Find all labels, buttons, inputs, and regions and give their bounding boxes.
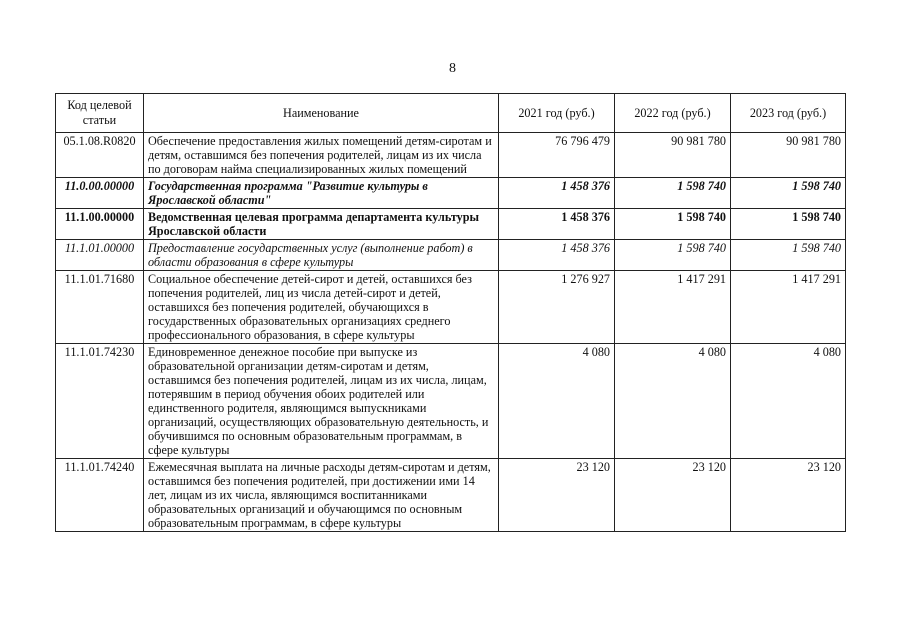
row-value-2021: 1 458 376 (499, 209, 615, 240)
header-year-2023: 2023 год (руб.) (731, 94, 846, 133)
row-code: 11.1.00.00000 (56, 209, 144, 240)
row-name: Ведомственная целевая программа департамента культуры Ярославской области (144, 209, 499, 240)
row-value-2022: 1 598 740 (615, 209, 731, 240)
row-code: 05.1.08.R0820 (56, 133, 144, 178)
row-name: Социальное обеспечение детей-сирот и детей, оставшихся без попечения родителей, лиц из числа детей-сирот и детей, оставшихся без попечения родителей, обучающихся в государственных образовательных организациях среднего профессионального образования, в сфере культуры (144, 271, 499, 344)
row-value-2022: 90 981 780 (615, 133, 731, 178)
row-value-2022: 1 598 740 (615, 240, 731, 271)
row-code: 11.1.01.00000 (56, 240, 144, 271)
row-name: Государственная программа "Развитие культуры в Ярославской области" (144, 178, 499, 209)
row-value-2023: 23 120 (731, 459, 846, 532)
row-value-2021: 1 458 376 (499, 240, 615, 271)
row-code: 11.1.01.71680 (56, 271, 144, 344)
row-value-2021: 23 120 (499, 459, 615, 532)
row-value-2022: 1 598 740 (615, 178, 731, 209)
row-code: 11.1.01.74240 (56, 459, 144, 532)
row-name: Предоставление государственных услуг (выполнение работ) в области образования в сфере культуры (144, 240, 499, 271)
row-name: Ежемесячная выплата на личные расходы детям-сиротам и детям, оставшимся без попечения родителей, при достижении ими 14 лет, лицам из их числа, являющимся воспитанниками образовательных организаций и обучающимся по основным образовательным программам, в сфере культуры (144, 459, 499, 532)
row-value-2021: 76 796 479 (499, 133, 615, 178)
row-value-2021: 1 276 927 (499, 271, 615, 344)
page-number: 8 (449, 61, 456, 76)
header-code: Код целевой статьи (56, 94, 144, 133)
row-value-2023: 1 598 740 (731, 209, 846, 240)
row-value-2022: 1 417 291 (615, 271, 731, 344)
row-value-2021: 4 080 (499, 344, 615, 459)
table-row (56, 344, 846, 459)
table-row (56, 240, 846, 271)
row-name: Обеспечение предоставления жилых помещений детям-сиротам и детям, оставшимся без попечения родителей, лицам из их числа по договорам найма специализированных жилых помещений (144, 133, 499, 178)
row-value-2022: 23 120 (615, 459, 731, 532)
row-value-2023: 90 981 780 (731, 133, 846, 178)
header-year-2022: 2022 год (руб.) (615, 94, 731, 133)
row-value-2023: 1 598 740 (731, 178, 846, 209)
row-value-2023: 1 598 740 (731, 240, 846, 271)
row-code: 11.1.01.74230 (56, 344, 144, 459)
table-row (56, 271, 846, 344)
table-header-row (56, 94, 846, 133)
row-value-2023: 1 417 291 (731, 271, 846, 344)
table-row (56, 178, 846, 209)
table-row (56, 133, 846, 178)
budget-table (55, 93, 846, 532)
header-year-2021: 2021 год (руб.) (499, 94, 615, 133)
row-value-2023: 4 080 (731, 344, 846, 459)
header-name: Наименование (144, 94, 499, 133)
row-value-2022: 4 080 (615, 344, 731, 459)
table-row (56, 459, 846, 532)
table-row (56, 209, 846, 240)
row-code: 11.0.00.00000 (56, 178, 144, 209)
row-value-2021: 1 458 376 (499, 178, 615, 209)
row-name: Единовременное денежное пособие при выпуске из образовательной организации детям-сиротам и детям, оставшимся без попечения родителей, лицам из их числа, лицам, потерявшим в период обучения обоих родителей или единственного родителя, являющимся выпускниками организаций, осуществляющих образовательную деятельность, и обучившимся по основным образовательным программам, в сфере культуры (144, 344, 499, 459)
